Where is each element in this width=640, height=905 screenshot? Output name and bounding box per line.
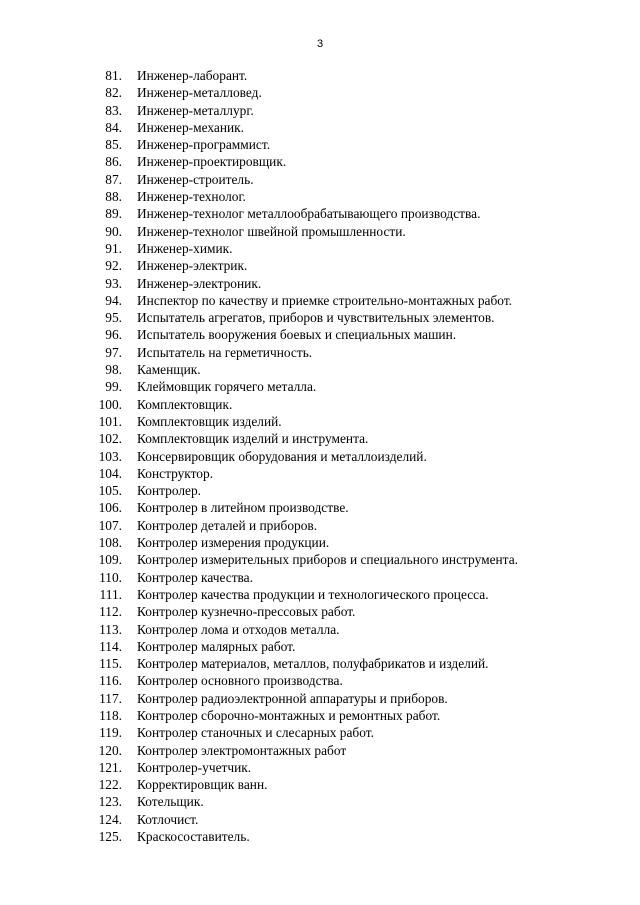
list-item: [0, 240, 640, 257]
list-item-number: 96.: [105, 327, 122, 343]
list-item-number: 119.: [99, 725, 122, 741]
list-item-text: Инженер-технолог.: [137, 189, 246, 205]
list-item-text: Контролер радиоэлектронной аппаратуры и приборов.: [137, 690, 448, 706]
list-item-text: Контролер лома и отходов металла.: [137, 621, 340, 637]
list-item-number: 104.: [98, 465, 122, 481]
list-item-number: 89.: [105, 206, 122, 222]
list-item: [0, 690, 640, 707]
list-item: [0, 742, 640, 759]
list-item: [0, 551, 640, 568]
list-item-text: Контролер основного производства.: [137, 673, 343, 689]
list-item-text: Контролер измерительных приборов и специального инструмента.: [137, 552, 518, 568]
list-item-text: Испытатель вооружения боевых и специальных машин.: [137, 327, 457, 343]
list-item: [0, 499, 640, 516]
list-item: [0, 378, 640, 395]
list-item-number: 125.: [98, 829, 122, 845]
list-item-text: Инженер-лаборант.: [137, 68, 248, 83]
list-item: [0, 603, 640, 620]
list-item: [0, 638, 640, 655]
list-item-text: Контролер деталей и приборов.: [137, 517, 318, 533]
page-number: 3: [316, 38, 324, 50]
list-item-text: Инженер-химик.: [137, 240, 233, 256]
list-item-text: Комплектовщик.: [137, 396, 233, 412]
list-item-text: Комплектовщик изделий и инструмента.: [137, 431, 369, 447]
list-item: [0, 707, 640, 724]
list-item-text: Котельщик.: [137, 794, 204, 810]
list-item-text: Контролер-учетчик.: [137, 759, 252, 775]
list-item: [0, 655, 640, 672]
list-item-text: Контролер качества.: [137, 569, 253, 585]
list-item: [0, 361, 640, 378]
list-item-number: 114.: [99, 638, 122, 654]
list-item-number: 87.: [105, 171, 122, 187]
list-item: [0, 672, 640, 689]
list-item-text: Инженер-программист.: [137, 137, 271, 153]
list-item-number: 83.: [105, 102, 122, 118]
list-item: [0, 309, 640, 326]
list-item: [0, 257, 640, 274]
list-item: [0, 188, 640, 205]
list-item-text: Консервировщик оборудования и металлоизделий.: [137, 448, 427, 464]
list-item-number: 88.: [105, 189, 122, 205]
list-item: [0, 413, 640, 430]
list-item-number: 108.: [98, 535, 122, 551]
list-item-number: 82.: [105, 85, 122, 101]
list-item-text: Контролер в литейном производстве.: [137, 500, 349, 516]
list-item-text: Комплектовщик изделий.: [137, 413, 282, 429]
list-item-number: 97.: [105, 344, 122, 360]
list-item: [0, 223, 640, 240]
list-item-number: 109.: [98, 552, 122, 568]
list-item: [0, 621, 640, 638]
list-item: [0, 396, 640, 413]
list-item-text: Корректировщик ванн.: [137, 777, 268, 793]
list-item-number: 111.: [99, 586, 122, 602]
list-item-number: 85.: [105, 137, 122, 153]
list-item-number: 116.: [99, 673, 122, 689]
list-item-text: Инженер-металловед.: [137, 85, 262, 101]
list-item-number: 98.: [105, 362, 122, 378]
list-item-number: 103.: [98, 448, 122, 464]
list-item: [0, 724, 640, 741]
list-item-number: 101.: [98, 413, 122, 429]
list-item: [0, 102, 640, 119]
list-item: [0, 776, 640, 793]
list-item-number: 106.: [98, 500, 122, 516]
list-item-number: 113.: [99, 621, 122, 637]
list-item-number: 86.: [105, 154, 122, 170]
list-item-number: 110.: [99, 569, 122, 585]
list-item: [0, 534, 640, 551]
list-item: [0, 153, 640, 170]
list-item: [0, 569, 640, 586]
list-item: [0, 84, 640, 101]
list-item: [0, 759, 640, 776]
list-item: [0, 793, 640, 810]
list-item: [0, 448, 640, 465]
list-item-text: Испытатель агрегатов, приборов и чувствительных элементов.: [137, 310, 495, 326]
list-item-text: Конструктор.: [137, 465, 214, 481]
list-item-number: 90.: [105, 223, 122, 239]
list-item-number: 123.: [98, 794, 122, 810]
list-item-number: 121.: [98, 759, 122, 775]
list-item-text: Контролер измерения продукции.: [137, 535, 330, 551]
list-item: [0, 828, 640, 845]
list-item-text: Клеймовщик горячего металла.: [137, 379, 317, 395]
list-item: [0, 119, 640, 136]
list-item-text: Инспектор по качеству и приемке строительно-монтажных работ.: [137, 292, 513, 308]
list-item-number: 100.: [98, 396, 122, 412]
list-item-text: Контролер электромонтажных работ: [137, 742, 347, 758]
list-item-text: Испытатель на герметичность.: [137, 344, 313, 360]
list-item-text: Контролер качества продукции и технологического процесса.: [137, 586, 489, 602]
list-item: [0, 586, 640, 603]
list-item-number: 99.: [105, 379, 122, 395]
list-item-number: 92.: [105, 258, 122, 274]
list-item-text: Инженер-строитель.: [137, 171, 254, 187]
list-item-number: 95.: [105, 310, 122, 326]
list-item-text: Контролер.: [137, 483, 202, 499]
list-item-text: Инженер-механик.: [137, 119, 245, 135]
list-item-number: 120.: [98, 742, 122, 758]
list-item-text: Краскосоставитель.: [137, 829, 250, 845]
list-item-number: 107.: [98, 517, 122, 533]
list-item: [0, 205, 640, 222]
list-item-text: Инженер-проектировщик.: [137, 154, 287, 170]
list-item-text: Контролер станочных и слесарных работ.: [137, 725, 374, 741]
list-item-text: Контролер материалов, металлов, полуфабрикатов и изделий.: [137, 656, 489, 672]
list-item: [0, 292, 640, 309]
list-item: [0, 430, 640, 447]
list-item-text: Инженер-технолог металлообрабатывающего производства.: [137, 206, 481, 222]
list-item: [0, 482, 640, 499]
list-item: [0, 517, 640, 534]
list-item-number: 122.: [98, 777, 122, 793]
list-item-number: 84.: [105, 119, 122, 135]
list-item-text: Контролер кузнечно-прессовых работ.: [137, 604, 356, 620]
list-item-text: Контролер сборочно-монтажных и ремонтных работ.: [137, 707, 441, 723]
list-item-number: 115.: [99, 656, 122, 672]
list-item-number: 118.: [99, 707, 122, 723]
list-item-text: Каменщик.: [137, 362, 201, 378]
list-item-number: 81.: [105, 68, 122, 83]
list-item-number: 94.: [105, 292, 122, 308]
list-item: [0, 136, 640, 153]
list-item-text: Инженер-электрик.: [137, 258, 248, 274]
list-item: [0, 326, 640, 343]
list-item-text: Инженер-металлург.: [137, 102, 254, 118]
list-item-text: Инженер-технолог швейной промышленности.: [137, 223, 406, 239]
profession-list: [0, 67, 640, 845]
list-item: [0, 275, 640, 292]
list-item: [0, 171, 640, 188]
list-item-number: 93.: [105, 275, 122, 291]
list-item-text: Контролер малярных работ.: [137, 638, 296, 654]
list-item-number: 91.: [105, 240, 122, 256]
list-item-text: Инженер-электроник.: [137, 275, 262, 291]
list-item-number: 124.: [98, 811, 122, 827]
list-item: [0, 465, 640, 482]
list-item-number: 102.: [98, 431, 122, 447]
list-item: [0, 67, 640, 84]
list-item-number: 112.: [99, 604, 122, 620]
list-item: [0, 344, 640, 361]
list-item-number: 105.: [98, 483, 122, 499]
list-item-number: 117.: [99, 690, 122, 706]
list-item: [0, 811, 640, 828]
list-item-text: Котлочист.: [137, 811, 199, 827]
